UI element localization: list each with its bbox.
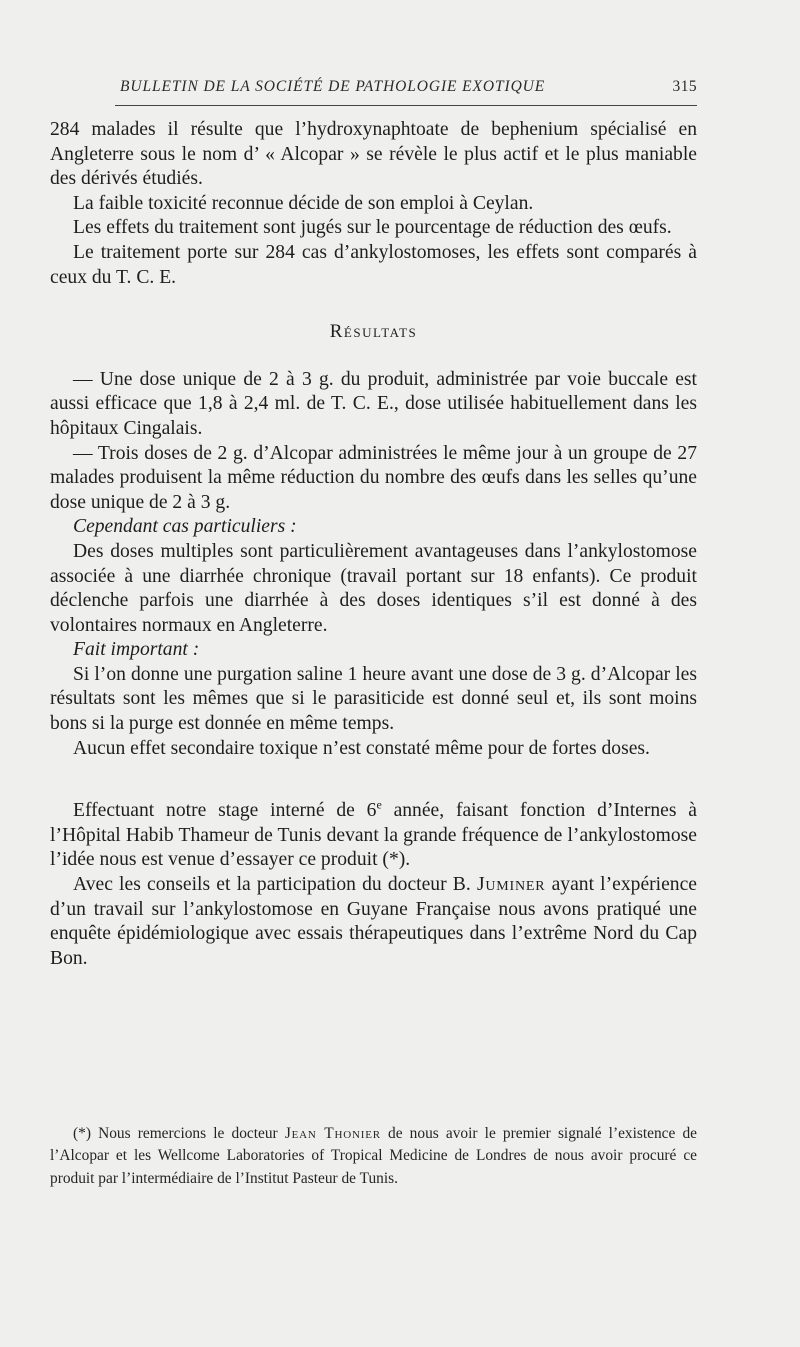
footnote — [50, 1123, 697, 1190]
section-gap — [50, 761, 697, 799]
paragraph — [50, 799, 697, 873]
author-name: Juminer — [476, 874, 546, 896]
paragraph: Les effets du traitement sont jugés sur le pourcentage de réduction des œufs. — [73, 217, 672, 239]
footnote-name: Jean Thonier — [284, 1125, 381, 1142]
paragraph: Des doses multiples sont particulièrement avantageuses dans l’ankylostomose associée à une diarrhée chronique (travail portant sur 18 enfants). Ce produit déclenche parfois une diarrhée à des doses identiques s’il est donné à des volontaires normaux en Angleterre. — [50, 540, 697, 636]
paragraph: Aucun effet secondaire toxique n’est constaté même pour de fortes doses. — [73, 737, 650, 759]
footnote-text — [50, 1123, 697, 1190]
text-run: ayant l’expérience d’un travail sur l’ankylostomose en Guyane Française nous avons pratiqué une enquête épidémiologique avec essais thérapeutiques dans l’extrême Nord du Cap Bon. — [50, 874, 697, 969]
journal-title: BULLETIN DE LA SOCIÉTÉ DE PATHOLOGIE EXOTIQUE — [120, 78, 546, 95]
paragraph: 284 malades il résulte que l’hydroxynaphtoate de bephenium spécialisé en Angleterre sous le nom d’ « Alcopar » se révèle le plus actif et le plus maniable des dérivés étudiés. — [50, 119, 697, 190]
text-run: Avec les conseils et la participation du docteur B. — [73, 874, 477, 896]
paragraph: Le traitement porte sur 284 cas d’ankylostomoses, les effets sont comparés à ceux du T. C. E. — [50, 241, 697, 288]
subheading-important: Fait important : — [73, 639, 200, 661]
subheading-special-cases: Cependant cas particuliers : — [73, 516, 297, 538]
main-text — [50, 118, 697, 971]
header-rule — [115, 105, 697, 106]
paragraph: La faible toxicité reconnue décide de son emploi à Ceylan. — [73, 192, 534, 214]
paragraph — [50, 873, 697, 971]
text-run: (*) Nous remercions le docteur — [73, 1125, 285, 1142]
paragraph: — Trois doses de 2 g. d’Alcopar administrées le même jour à un groupe de 27 malades produisent la même réduction du nombre des œufs dans les selles qu’une dose unique de 2 à 3 g. — [50, 442, 697, 513]
text-run: Effectuant notre stage interné de 6 — [73, 800, 377, 822]
text-run: de nous avoir le premier signalé l’existence de l’Alcopar et les Wellcome Laboratories of Tropical Medicine de Londres de nous avoir procuré ce produit par l’intermédiaire de l’Institut Pasteur de Tunis. — [50, 1125, 698, 1187]
page-number: 315 — [672, 78, 697, 95]
paragraph: — Une dose unique de 2 à 3 g. du produit, administrée par voie buccale est aussi efficace que 1,8 à 2,4 ml. de T. C. E., dose utilisée habituellement dans les hôpitaux Cingalais. — [50, 368, 697, 439]
superscript: e — [376, 797, 382, 812]
section-heading-results: Résultats — [329, 321, 418, 343]
text-run: année, faisant fonction d’Internes à l’Hôpital Habib Thameur de Tunis devant la grande fréquence de l’ankylostomose l’idée nous est venue d’essayer ce produit (*). — [50, 800, 697, 871]
paragraph: Si l’on donne une purgation saline 1 heure avant une dose de 3 g. d’Alcopar les résultats sont les mêmes que si le parasiticide est donné seul et, ils sont moins bons si la purge est donnée en même temps. — [50, 663, 697, 735]
